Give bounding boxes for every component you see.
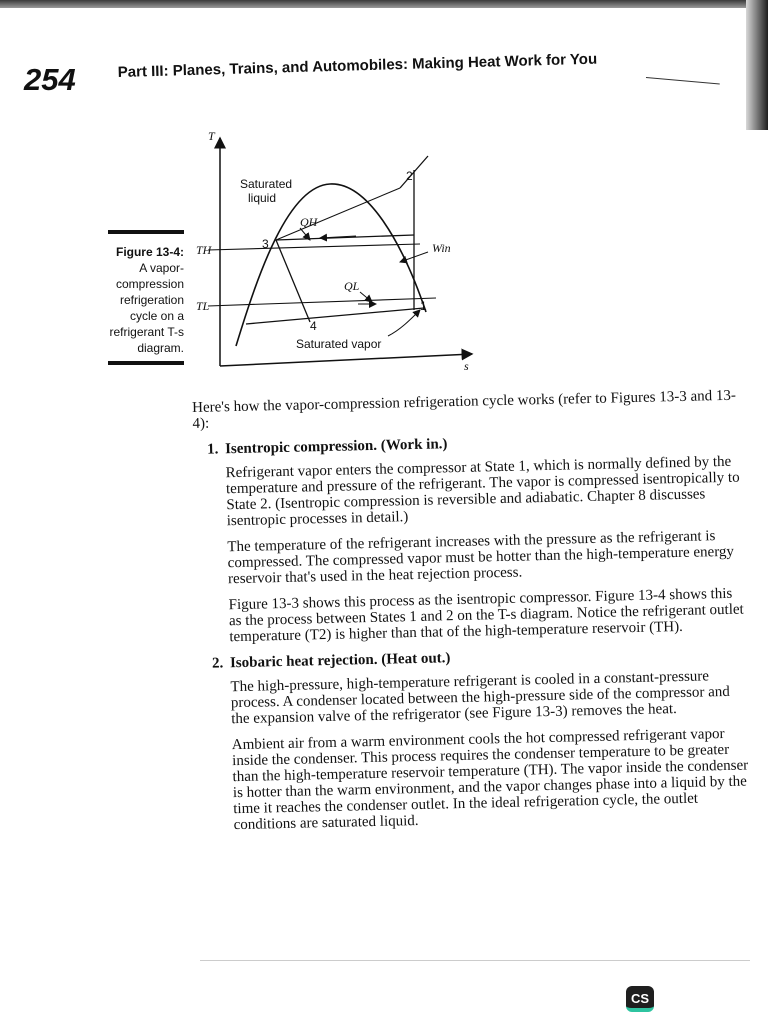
camscanner-badge[interactable]: CS bbox=[626, 986, 654, 1012]
list-item-number: 1. bbox=[206, 441, 219, 458]
t-axis-label: T bbox=[208, 129, 215, 143]
s-axis bbox=[220, 354, 472, 366]
caption-top-bar bbox=[108, 230, 184, 234]
qh-label: QH bbox=[300, 215, 318, 229]
expansion-line bbox=[276, 240, 310, 322]
paragraph: The high-pressure, high-temperature refrigerant is cooled in a constant-pressure process. A condenser located between the high-pressure side of the compressor and the expansion valve of the refrigerator (see Figure 13-3) removes the heat. bbox=[230, 668, 730, 728]
body-text bbox=[192, 388, 750, 844]
list-item-title: Isobaric heat rejection. (Heat out.) bbox=[229, 650, 451, 672]
tl-label: TL bbox=[196, 299, 210, 313]
page-bottom-rule bbox=[200, 960, 750, 961]
scan-edge-top bbox=[0, 0, 768, 8]
s-axis-label: s bbox=[464, 359, 469, 373]
th-label: TH bbox=[196, 243, 212, 257]
ql-label: QL bbox=[344, 279, 360, 293]
list-item-number: 2. bbox=[211, 655, 224, 672]
paragraph: Refrigerant vapor enters the compressor at State 1, which is normally defined by the temperature and pressure of the refrigerant. The vapor is compressed isentropically to State 2. (Isentropic compression is reversible and adiabatic. Chapter 8 discusses isentropic processes in detail.) bbox=[225, 453, 740, 530]
state-3-label: 3 bbox=[262, 237, 269, 251]
state-1-label: 1 bbox=[420, 299, 427, 313]
tl-line bbox=[208, 298, 436, 306]
running-head-rule bbox=[646, 77, 720, 84]
paragraph: Figure 13-3 shows this process as the isentropic compressor. Figure 13-4 shows this as the process between States 1 and 2 on the T-s diagram. Notice the refrigerant outlet temperature (T2) is higher than that of the high-temperature reservoir (TH). bbox=[228, 585, 744, 646]
paragraph: The temperature of the refrigerant increases with the pressure as the refrigerant is compressed. The compressed vapor must be hotter than the high-temperature energy reservoir that's used in the heat rejection process. bbox=[227, 528, 735, 588]
sat-liquid-label-1: Saturated bbox=[240, 177, 293, 191]
intro-paragraph: Here's how the vapor-compression refrigeration cycle works (refer to Figures 13-3 and 13-4): bbox=[192, 387, 737, 432]
desuperheat-line bbox=[276, 188, 400, 240]
list-item bbox=[198, 644, 750, 834]
paragraph: Ambient air from a warm environment cools the hot compressed refrigerant vapor inside the condenser. This process requires the condenser temperature to be greater than the high-temperature reservoir temperature (TH). The vapor inside the condenser is hotter than the warm environment, and the vapor changes phase into a liquid by the time it reaches the condenser outlet. In the ideal refrigeration cycle, the outlet conditions are saturated liquid. bbox=[231, 726, 749, 834]
scan-edge-right bbox=[746, 0, 768, 130]
evaporation-line bbox=[246, 308, 424, 324]
figure-caption-text: A vapor-compression refrigeration cycle on a refrigerant T-s diagram. bbox=[109, 261, 184, 355]
sat-vapor-label: Saturated vapor bbox=[296, 337, 382, 351]
list-item-heading bbox=[212, 644, 746, 672]
sat-liquid-label-2: liquid bbox=[248, 191, 277, 205]
sat-vapor-pointer bbox=[388, 310, 420, 336]
list-item-title: Isentropic compression. (Work in.) bbox=[224, 436, 448, 458]
th-line bbox=[208, 244, 420, 250]
figure-caption bbox=[96, 244, 184, 356]
win-label: Win bbox=[432, 241, 451, 255]
list-item-heading bbox=[207, 430, 741, 458]
running-head: Part III: Planes, Trains, and Automobiles: Making Heat Work for You bbox=[117, 50, 598, 81]
ts-diagram bbox=[188, 124, 488, 384]
qh-pointer bbox=[300, 228, 310, 240]
list-item bbox=[193, 430, 745, 646]
caption-bottom-bar bbox=[108, 361, 184, 365]
figure-caption-label: Figure 13-4: bbox=[115, 245, 184, 259]
state-2-label: 2 bbox=[406, 169, 413, 183]
page-number: 254 bbox=[24, 62, 76, 97]
state-4-label: 4 bbox=[310, 319, 317, 333]
